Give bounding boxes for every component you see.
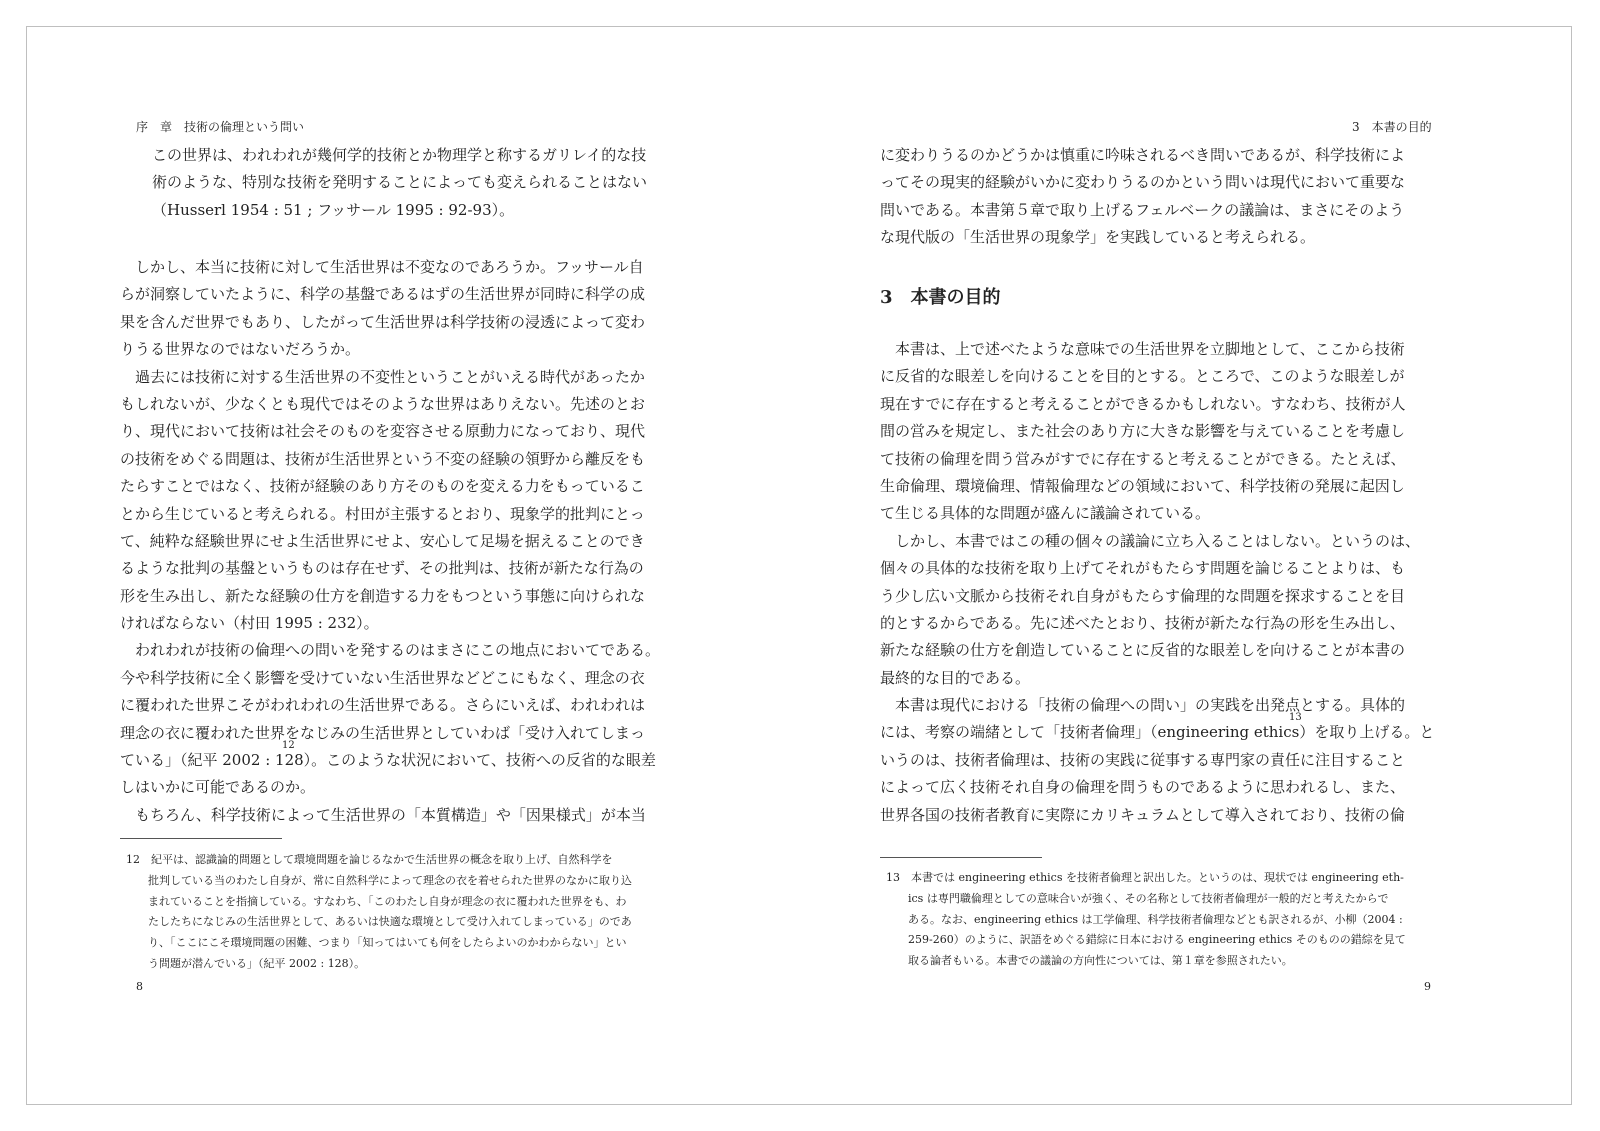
left-footnotes — [126, 850, 632, 975]
footnote-rule — [880, 857, 1042, 858]
running-head-left: 序 章 技術の倫理という問い — [136, 120, 305, 134]
body-line: の技術をめぐる問題は、技術が生活世界という不変の経験の領野から離反をも — [120, 449, 646, 468]
block-quote — [152, 142, 647, 224]
body-line: らが洞察していたように、科学の基盤であるはずの生活世界が同時に科学の成 — [120, 285, 646, 304]
section-heading: 3 本書の目的 — [880, 287, 1001, 308]
body-line: もしれないが、少なくとも現代ではそのような世界はありえない。先述のとお — [120, 394, 646, 413]
footnote-line: 13 本書では engineering ethics を技術者倫理と訳出した。というのは、現状では engineering eth- — [886, 871, 1404, 884]
footnote-line: 12 紀平は、認識論的問題として環境問題を論じるなかで生活世界の概念を取り上げ、自然科学を — [126, 853, 613, 866]
body-line: て技術の倫理を問う営みがすでに存在すると考えることができる。たとえば、 — [880, 449, 1406, 468]
body-line: 的とするからである。先に述べたとおり、技術が新たな行為の形を生み出し、 — [880, 613, 1405, 632]
body-line: しかし、本当に技術に対して生活世界は不変なのであろうか。フッサール自 — [120, 258, 644, 276]
body-line: 本書は現代における「技術の倫理への問い」の実践を出発点とする。具体的 — [880, 696, 1406, 715]
body-line: り、現代において技術は社会そのものを変容させる原動力になっており、現代 — [120, 422, 646, 441]
footnote-reference[interactable]: 12 — [282, 740, 295, 751]
right-footnotes — [886, 868, 1406, 972]
body-line: いうのは、技術者倫理は、技術の実践に従事する専門家の責任に注目すること — [880, 750, 1406, 769]
body-line: によって広く技術それ自身の倫理を問うものであるように思われるし、また、 — [880, 778, 1406, 797]
quote-line: 術のような、特別な技術を発明することによっても変えられることはない — [152, 173, 648, 192]
page-number-left: 8 — [136, 980, 143, 993]
body-line: 今や科学技術に全く影響を受けていない生活世界などどこにもなく、理念の衣 — [120, 668, 645, 687]
footnote-line: う問題が潜んでいる」（紀平 2002 : 128）。 — [126, 956, 366, 970]
body-line: て、純粋な経験世界にせよ生活世界にせよ、安心して足場を据えることのでき — [120, 531, 645, 550]
footnote-line: たしたちになじみの生活世界として、あるいは快適な環境として受け入れてしまっている」のであ — [126, 915, 632, 929]
footnote-line: ics は専門職倫理としての意味合いが強く、その名称として技術者倫理が一般的だと考えたからで — [886, 891, 1389, 905]
quote-line: （Husserl 1954 : 51 ; フッサール 1995 : 92‐93）。 — [152, 200, 515, 219]
body-line: りうる世界なのではないだろうか。 — [120, 340, 361, 359]
footnote-line: 取る論者もいる。本書での議論の方向性については、第１章を参照されたい。 — [886, 954, 1293, 968]
body-line: とから生じていると考えられる。村田が主張するとおり、現象学的批判にとっ — [120, 504, 645, 523]
body-line: に反省的な眼差しを向けることを目的とする。ところで、このような眼差しが — [880, 367, 1405, 386]
body-line: ってその現実的経験がいかに変わりうるのかという問いは現代において重要な — [880, 173, 1406, 192]
body-line: に変わりうるのかどうかは慎重に吟味されるべき問いであるが、科学技術によ — [880, 146, 1406, 164]
body-line: 問いである。本書第５章で取り上げるフェルベークの議論は、まさにそのよう — [880, 200, 1405, 219]
left-body-text — [120, 254, 660, 829]
page-number-right: 9 — [1424, 980, 1431, 993]
body-line: しはいかに可能であるのか。 — [120, 778, 316, 797]
body-line: 世界各国の技術者教育に実際にカリキュラムとして導入されており、技術の倫 — [880, 805, 1405, 824]
footnote-line: まれていることを指摘している。すなわち、「このわたし自身が理念の衣に覆われた世界をも、わ — [126, 894, 627, 908]
right-top-text — [880, 142, 1405, 252]
footnote-line: ある。なお、engineering ethics は工学倫理、科学技術者倫理などとも訳されるが、小柳（2004 : — [886, 912, 1403, 926]
body-line: な現代版の「生活世界の現象学」を実践していると考えられる。 — [880, 228, 1316, 247]
body-line: るような批判の基盤というものは存在せず、その批判は、技術が新たな行為の — [120, 559, 644, 578]
body-line: 過去には技術に対する生活世界の不変性ということがいえる時代があったか — [120, 367, 645, 386]
body-line: 理念の衣に覆われた世界をなじみの生活世界としていわば「受け入れてしまっ — [120, 723, 646, 742]
body-line: 形を生み出し、新たな経験の仕方を創造する力をもつという事態に向けられな — [120, 586, 646, 605]
footnote-line: り、「ここにこそ環境問題の困難、つまり「知ってはいても何をしたらよいのかわからない」とい — [126, 936, 627, 950]
footnote-rule — [120, 838, 282, 839]
body-line: われわれが技術の倫理への問いを発するのはまさにこの地点においてである。 — [120, 641, 661, 660]
body-line: う少し広い文脈から技術それ自身がもたらす倫理的な問題を探求することを目 — [880, 586, 1406, 605]
running-head-right: 3 本書の目的 — [1352, 120, 1432, 134]
body-line: て生じる具体的な問題が盛んに議論されている。 — [880, 504, 1211, 523]
body-line: ければならない（村田 1995 : 232）。 — [120, 614, 379, 633]
body-line: 新たな経験の仕方を創造していることに反省的な眼差しを向けることが本書の — [880, 641, 1406, 660]
footnote-reference[interactable]: 13 — [1289, 712, 1302, 723]
body-line: 最終的な目的である。 — [880, 668, 1031, 687]
body-line: 生命倫理、環境倫理、情報倫理などの領域において、科学技術の発展に起因し — [880, 476, 1405, 495]
body-line: もちろん、科学技術によって生活世界の「本質構造」や「因果様式」が本当 — [120, 805, 646, 824]
footnote-line: 批判している当のわたし自身が、常に自然科学によって理念の衣を着せられた世界のなかに取り込 — [126, 873, 632, 887]
body-line: 間の営みを規定し、また社会のあり方に大きな影響を与えていることを考慮し — [880, 422, 1406, 441]
body-line: 個々の具体的な技術を取り上げてそれがもたらす問題を論じることよりは、も — [880, 559, 1406, 578]
body-line: 本書は、上で述べたような意味での生活世界を立脚地として、ここから技術 — [880, 340, 1405, 358]
right-body-text — [880, 336, 1434, 829]
body-line: に覆われた世界こそがわれわれの生活世界である。さらにいえば、われわれは — [120, 696, 646, 715]
body-line: には、考察の端緒として「技術者倫理」（engineering ethics）を取り上げる。と — [880, 723, 1435, 742]
quote-line: この世界は、われわれが幾何学的技術とか物理学と称するガリレイ的な技 — [152, 146, 647, 164]
body-line: たらすことではなく、技術が経験のあり方そのものを変える力をもっているこ — [120, 477, 645, 496]
body-line: しかし、本書ではこの種の個々の議論に立ち入ることはしない。というのは、 — [880, 531, 1421, 550]
body-line: 現在すでに存在すると考えることができるかもしれない。すなわち、技術が人 — [880, 394, 1406, 413]
body-line: ている」（紀平 2002 : 128）。このような状況において、技術への反省的な眼差 — [120, 751, 656, 770]
body-line: 果を含んだ世界でもあり、したがって生活世界は科学技術の浸透によって変わ — [120, 312, 646, 331]
footnote-line: 259‐260）のように、訳語をめぐる錯綜に日本における engineering ethics そのものの錯綜を見て — [886, 933, 1406, 947]
